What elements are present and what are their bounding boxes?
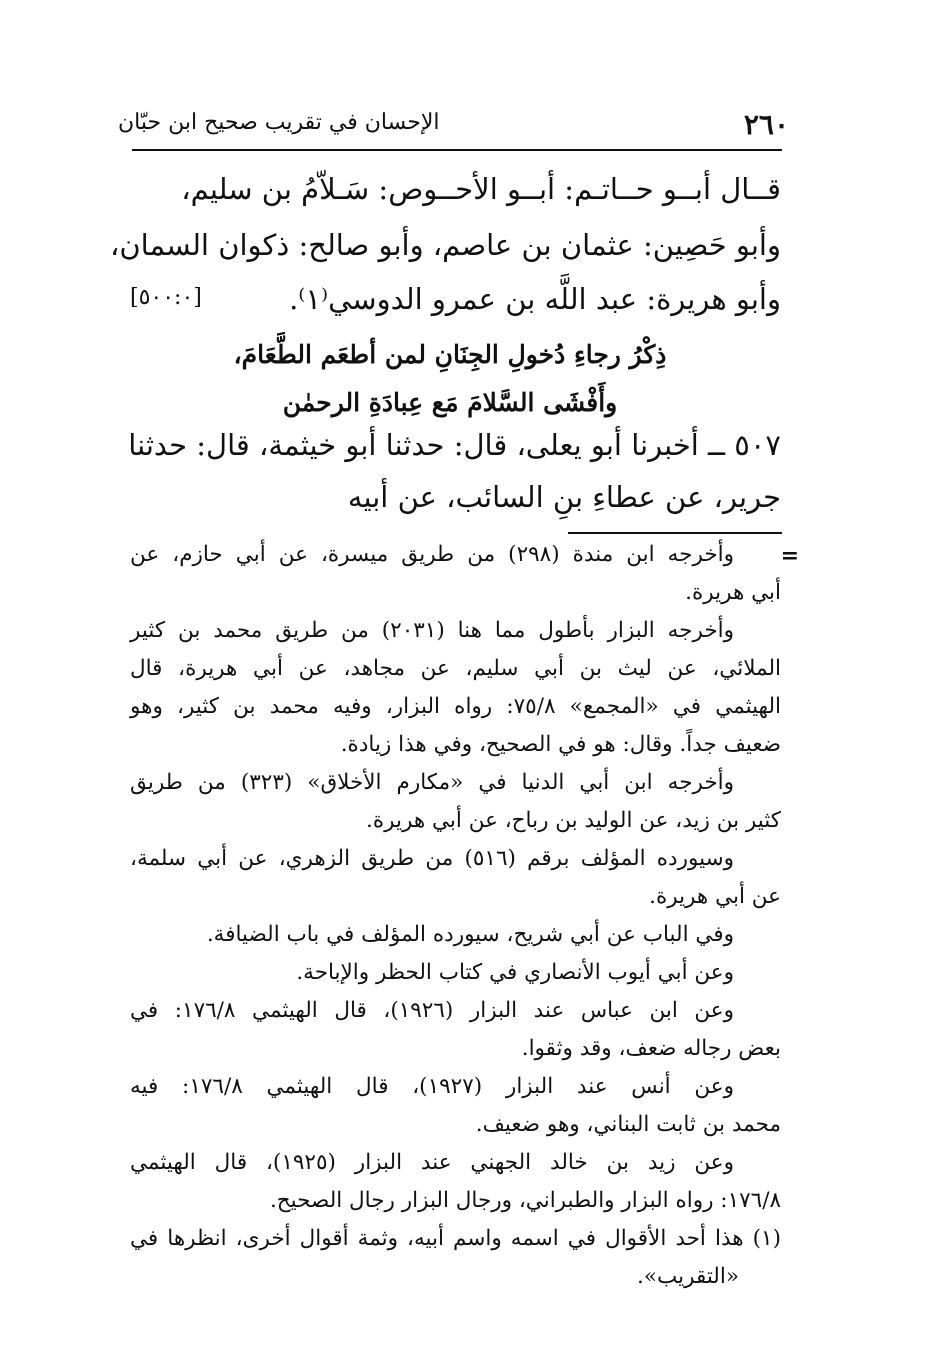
footnote-line: كثير بن زيد، عن الوليد بن رباح، عن أبي هريرة. [366,808,781,833]
chapter-heading: ذِكْرُ رجاءِ دُخولِ الجِنَانِ لمن أطعَم الطَّعَامَ، [233,340,667,369]
header-rule [132,149,782,151]
footnote-line: أبي هريرة. [685,580,781,605]
footnote-line: محمد بن ثابت البناني، وهو ضعيف. [475,1112,781,1137]
chapter-heading: وأَفْشَى السَّلامَ مَع عِبادَةِ الرحمٰن [282,388,618,417]
footnote-line: (١) هذا أحد الأقوال في اسمه واسم أبيه، وثمة أقوال أخرى، انظرها في [130,1226,781,1251]
footnote-line: «التقريب». [637,1264,739,1289]
page-number: ٢٦٠ [743,108,789,141]
footnote-line: وعن أبي أيوب الأنصاري في كتاب الحظر والإباحة. [296,960,734,985]
footnote-line: وفي الباب عن أبي شريح، سيورده المؤلف في باب الضيافة. [206,922,734,947]
reference-code: [٥٠٠:٠] [130,285,202,310]
footnote-line: وأخرجه البزار بأطول مما هنا (٢٠٣١) من طريق محمد بن كثير [130,618,734,643]
hadith-line: ٥٠٧ ــ أخبرنا أبو يعلى، قال: حدثنا أبو خيثمة، قال: حدثنا [128,428,781,462]
footnote-line: ضعيف جداً. وقال: هو في الصحيح، وفي هذا زيادة. [340,732,781,757]
footnote-line: الهيثمي في «المجمع» ٧٥/٨: رواه البزار، وفيه محمد بن كثير، وهو [130,694,781,719]
footnote-line: وعن زيد بن خالد الجهني عند البزار (١٩٢٥)، قال الهيثمي [130,1150,734,1175]
running-title: الإحسان في تقريب صحيح ابن حبّان [118,110,440,135]
footnote-line: عن أبي هريرة. [649,884,781,909]
footnote-continuation-mark: = [780,543,799,569]
main-text-line: وأبو هريرة: عبد اللَّه بن عمرو الدوسي⁽١⁾. [289,282,781,316]
footnote-line: وأخرجه ابن مندة (٢٩٨) من طريق ميسرة، عن أبي حازم، عن [130,542,734,567]
footnote-line: وأخرجه ابن أبي الدنيا في «مكارم الأخلاق» (٣٢٣) من طريق [130,770,734,795]
footnote-line: ١٧٦/٨: رواه البزار والطبراني، ورجال البزار رجال الصحيح. [269,1188,781,1213]
footnote-line: وعن أنس عند البزار (١٩٢٧)، قال الهيثمي ١٧٦/٨: فيه [130,1074,734,1099]
hadith-line: جرير، عن عطاءِ بنِ السائب، عن أبيه [347,480,781,514]
footnote-line: بعض رجاله ضعف، وقد وثقوا. [521,1036,781,1061]
main-text-line: قــال أبــو حــاتـم: أبــو الأحــوص: سَـلاّمُ بن سليم، [181,172,781,206]
footnote-line: وسيورده المؤلف برقم (٥١٦) من طريق الزهري، عن أبي سلمة، [130,846,735,871]
footnote-rule [568,532,782,534]
footnote-line: وعن ابن عباس عند البزار (١٩٢٦)، قال الهيثمي ١٧٦/٨: في [130,998,734,1023]
main-text-line: وأبو حَصِين: عثمان بن عاصم، وأبو صالح: ذكوان السمان، [109,228,781,262]
footnote-line: الملائي، عن ليث بن أبي سليم، عن مجاهد، عن أبي هريرة، قال [130,656,781,681]
